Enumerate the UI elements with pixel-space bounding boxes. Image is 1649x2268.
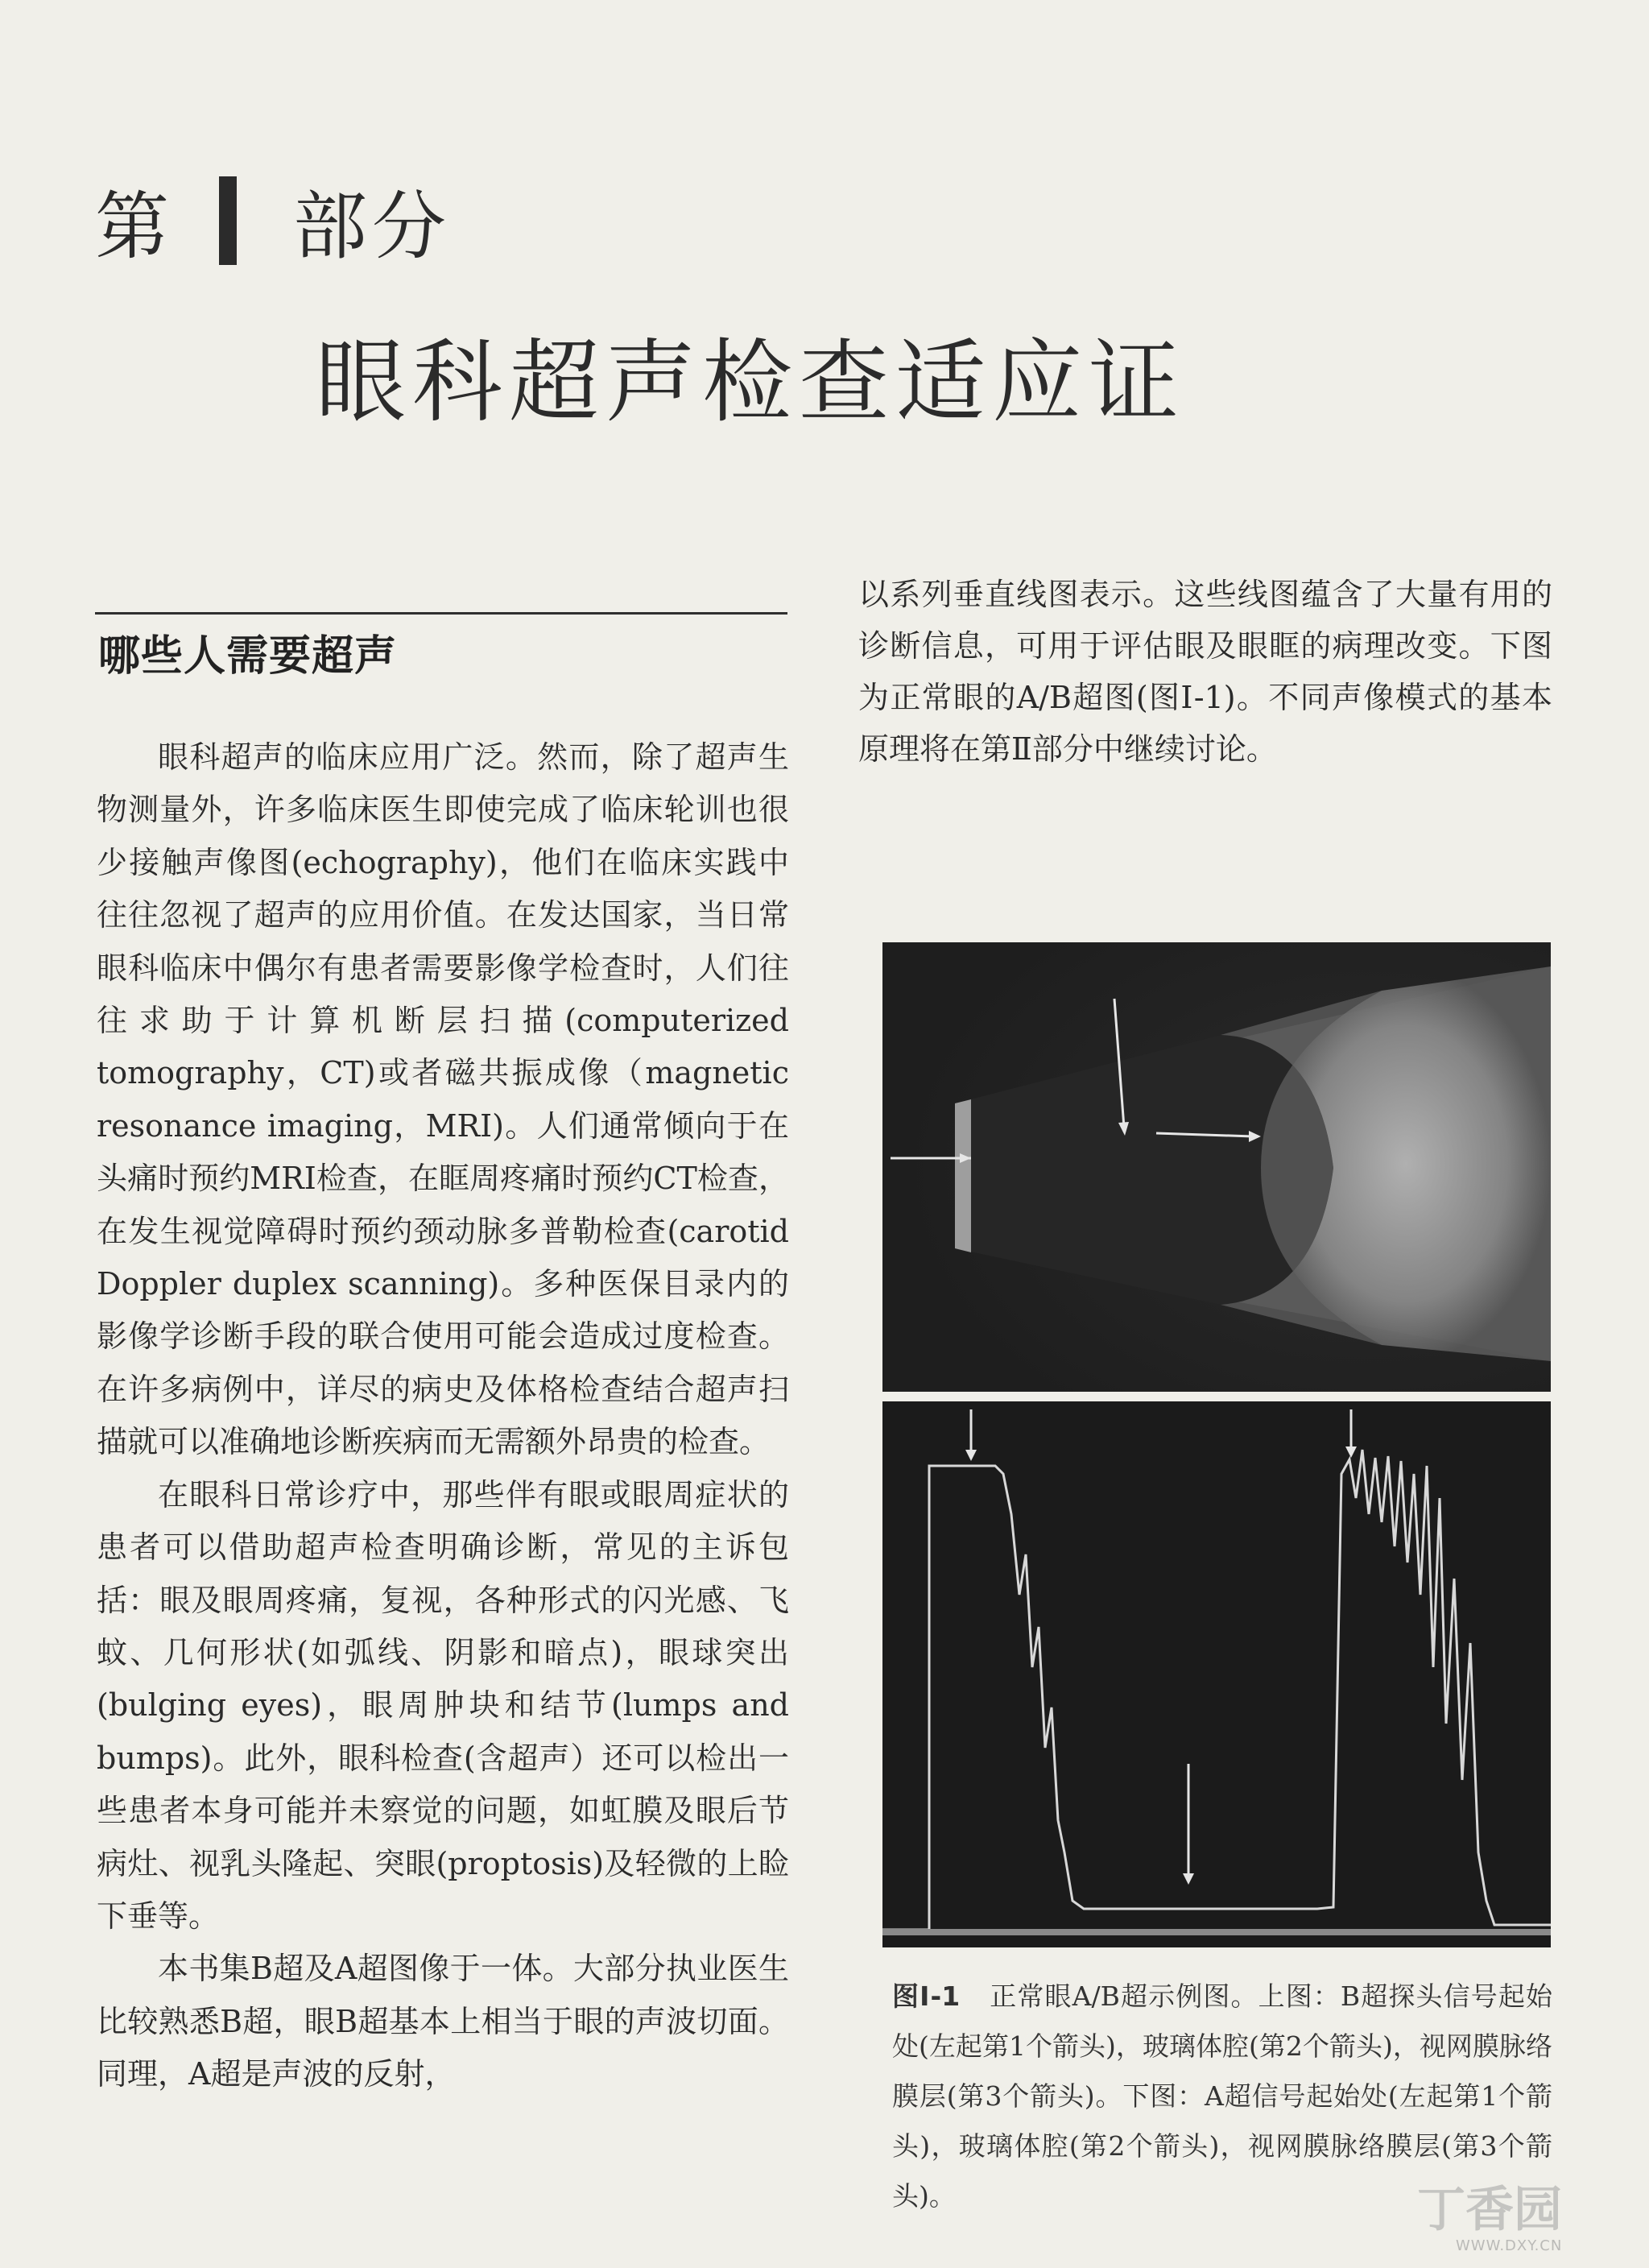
- watermark-logo: 丁香园: [1417, 2182, 1562, 2238]
- caption-label: 图Ⅰ-1: [892, 1980, 961, 2012]
- paragraph-1: 眼科超声的临床应用广泛。然而，除了超声生物测量外，许多临床医生即使完成了临床轮训也很少接触声像图(echography)，他们在临床实践中往往忽视了超声的应用价值。在发达国家，当日常眼科临床中偶尔有患者需要影像学检查时，人们往往求助于计算机断层扫描(computerized tomography，CT)或者磁共振成像（magnetic resonance imaging，MRI)。人们通常倾向于在头痛时预约MRI检查，在眶周疼痛时预约CT检查，在发生视觉障碍时预约颈动脉多普勒检查(carotid Doppler duplex scanning)。多种医保目录内的影像学诊断手段的联合使用可能会造成过度检查。在许多病例中，详尽的病史及体格检查结合超声扫描就可以准确地诊断疾病而无需额外昂贵的检查。: [97, 739, 789, 1460]
- section-title: 哪些人需要超声: [98, 632, 398, 681]
- right-column: [858, 569, 1552, 775]
- right-paragraph: 以系列垂直线图表示。这些线图蕴含了大量有用的诊断信息，可用于评估眼及眼眶的病理改变。下图为正常眼的A/B超图(图Ⅰ-1)。不同声像模式的基本原理将在第Ⅱ部分中继续讨论。: [858, 577, 1552, 767]
- figure-ab-scan: [882, 942, 1551, 1947]
- left-column: [97, 731, 789, 2101]
- section-divider: [95, 612, 787, 615]
- part-label-post: 部分: [293, 184, 452, 270]
- caption-text: 正常眼A/B超示例图。上图：B超探头信号起始处(左起第1个箭头)，玻璃体腔(第2个箭头)，视网膜脉络膜层(第3个箭头)。下图：A超信号起始处(左起第1个箭头)，玻璃体腔(第2个箭头)，视网膜脉络膜层(第3个箭头)。: [892, 1980, 1553, 2212]
- a-scan-image: [882, 1401, 1551, 1947]
- b-scan-image: [882, 942, 1551, 1392]
- paragraph-3: 本书集B超及A超图像于一体。大部分执业医生比较熟悉B超，眼B超基本上相当于眼的声波切面。同理，A超是声波的反射，: [97, 1951, 789, 2092]
- watermark-url: WWW.DXY.CN: [1456, 2237, 1563, 2254]
- part-header: [95, 168, 451, 274]
- paragraph-2: 在眼科日常诊疗中，那些伴有眼或眼周症状的患者可以借助超声检查明确诊断，常见的主诉包括：眼及眼周疼痛，复视，各种形式的闪光感、飞蚊、几何形状(如弧线、阴影和暗点)，眼球突出(bulging eyes)，眼周肿块和结节(lumps and bumps)。此外，眼科检查(含超声）还可以检出一些患者本身可能并未察觉的问题，如虹膜及眼后节病灶、视乳头隆起、突眼(proptosis)及轻微的上睑下垂等。: [97, 1476, 789, 1934]
- part-numeral-bar: [219, 176, 237, 265]
- part-label-pre: 第: [95, 184, 175, 270]
- chapter-title: 眼科超声检查适应证: [316, 330, 1185, 435]
